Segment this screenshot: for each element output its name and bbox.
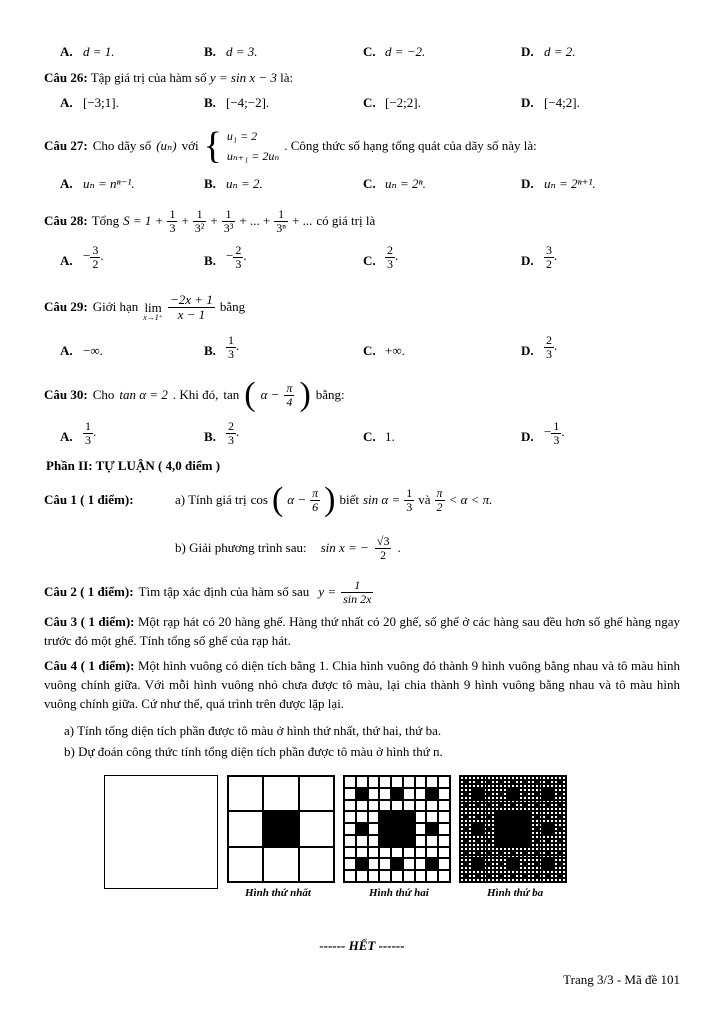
option-value: d = 1.: [83, 44, 115, 59]
brace-symbol: {: [203, 125, 222, 167]
carpet-cell: [379, 870, 391, 882]
carpet-cell: [344, 823, 356, 835]
option-label: B.: [204, 176, 216, 191]
option-value: uₙ = nⁿ⁻¹.: [83, 176, 135, 191]
math-expr: tan: [223, 387, 240, 402]
carpet-cell: [228, 776, 263, 811]
carpet-cell: [403, 823, 415, 835]
option-value: uₙ = 2.: [226, 176, 263, 191]
carpet-cell: [263, 811, 298, 846]
option-label: B.: [204, 44, 216, 59]
carpet-cell: [426, 870, 438, 882]
carpet-cell: [415, 800, 427, 812]
carpet-cell: [356, 870, 368, 882]
option-label: B.: [204, 253, 216, 268]
carpet-cell: [344, 811, 356, 823]
carpet-cell: [368, 835, 380, 847]
essay-text: và: [418, 492, 431, 507]
fraction: $\frac{1}{\text{3²}}$: [194, 206, 205, 235]
carpet-cell: [379, 776, 391, 788]
option-label: C.: [363, 429, 376, 444]
carpet-cell: [415, 776, 427, 788]
carpet-cell: [438, 823, 450, 835]
question-text: Tập giá trị của hàm số: [90, 70, 207, 85]
carpet-cell: [403, 858, 415, 870]
question-30: Câu 30: Cho tan α = 2 . Khi đó, tan ( α − $\frac{\pi}{4}$ ) bằng:: [44, 376, 345, 413]
option-label: A.: [60, 343, 73, 358]
option-value: [−3;1].: [83, 95, 119, 110]
fraction: $\frac{1}{\text{3³}}$: [223, 206, 234, 235]
essay-4: [44, 656, 680, 713]
carpet-cell: [356, 800, 368, 812]
carpet-cell: [391, 870, 403, 882]
carpet-cell: [368, 800, 380, 812]
carpet-cell: [403, 835, 415, 847]
option-value: d = 2.: [544, 44, 576, 59]
math-expr: (uₙ): [156, 138, 177, 153]
carpet-cell: [368, 847, 380, 859]
essay-1b: b) Giải phương trình sau: sin x = − $\frac{√3}{2}$ .: [175, 533, 401, 562]
question-text: với: [181, 138, 199, 153]
carpet-cell: [391, 847, 403, 859]
carpet-cell: [426, 823, 438, 835]
carpet-cell: [379, 788, 391, 800]
carpet-cell: [438, 835, 450, 847]
question-tail: là:: [280, 70, 294, 85]
question-26: [44, 70, 293, 86]
carpet-cell: [344, 847, 356, 859]
option-label: A.: [60, 44, 73, 59]
section-title: Phần II: TỰ LUẬN ( 4,0 điểm ): [46, 458, 221, 473]
figure-caption: Hình thứ ba: [487, 887, 544, 899]
carpet-cell: [426, 847, 438, 859]
option-value: $\frac{1}{3}$ .: [228, 333, 240, 361]
option-value: +∞.: [385, 343, 405, 358]
carpet-cell: [391, 776, 403, 788]
carpet-cell: [391, 788, 403, 800]
question-text: Cho dãy số: [92, 138, 152, 153]
figure-1: [227, 775, 335, 883]
essay-label: Câu 3 ( 1 điểm):: [44, 614, 135, 629]
option-label: A.: [60, 95, 73, 110]
recurrence-system: [227, 126, 279, 166]
carpet-cell: [368, 823, 380, 835]
carpet-cell: [426, 800, 438, 812]
essay-3: [44, 612, 680, 650]
figure-3: [459, 775, 567, 883]
math-expr: tan α = 2: [119, 387, 168, 402]
carpet-cell: [438, 788, 450, 800]
carpet-cell: [368, 776, 380, 788]
question-text: Tổng: [91, 213, 120, 228]
fraction: $\frac{√3}{2}$: [376, 533, 390, 562]
carpet-grid-level-2: [344, 776, 450, 882]
carpet-cell: [356, 776, 368, 788]
carpet-cell: [403, 811, 415, 823]
carpet-cell: [403, 870, 415, 882]
option-label: A.: [60, 176, 73, 191]
carpet-cell: [299, 847, 334, 882]
fraction: −2x + 1 x − 1: [170, 291, 213, 322]
question-tail: . Công thức số hạng tổng quát của dãy số này là:: [284, 138, 537, 153]
question-27: [44, 124, 537, 168]
carpet-cell: [263, 847, 298, 882]
option-value: −∞.: [83, 343, 103, 358]
carpet-cell: [391, 835, 403, 847]
option-value: $\frac{1}{3}$ .: [85, 419, 97, 447]
math-expr: α −: [287, 492, 307, 507]
option-value: uₙ = 2ⁿ⁺¹.: [544, 176, 596, 191]
carpet-cell: [344, 835, 356, 847]
carpet-cell: [356, 858, 368, 870]
carpet-grid-level-3: [460, 776, 566, 882]
carpet-cell: [438, 847, 450, 859]
fraction: $\frac{1}{\text{3ⁿ}}$: [276, 206, 287, 235]
option-label: A.: [60, 253, 73, 268]
carpet-cell: [415, 870, 427, 882]
option-label: C.: [363, 44, 376, 59]
carpet-cell: [403, 847, 415, 859]
carpet-cell: [426, 788, 438, 800]
math-expr: S = 1 +: [123, 213, 164, 228]
end-marker: ------ HẾT ------: [319, 938, 405, 953]
carpet-cell: [426, 858, 438, 870]
carpet-cell: [391, 800, 403, 812]
carpet-cell: [379, 858, 391, 870]
fraction: $\frac{\pi}{6}$: [312, 485, 319, 514]
question-label: Câu 29:: [44, 299, 88, 314]
carpet-cell: [368, 811, 380, 823]
option-label: B.: [204, 429, 216, 444]
figure-caption: Hình thứ hai: [369, 887, 429, 899]
carpet-cell: [379, 835, 391, 847]
carpet-cell: [379, 811, 391, 823]
carpet-cell: [403, 788, 415, 800]
carpet-cell: [426, 776, 438, 788]
carpet-cell: [438, 776, 450, 788]
carpet-cell: [379, 800, 391, 812]
figure-caption: Hình thứ nhất: [245, 887, 311, 899]
carpet-cell: [415, 858, 427, 870]
question-text: Giới hạn: [92, 299, 139, 314]
math-expr: + ...: [292, 213, 313, 228]
math-expr: + ... +: [239, 213, 271, 228]
math-expr: y = sin x − 3: [209, 70, 277, 85]
option-value: − $\frac{1}{3}$ .: [544, 419, 565, 447]
carpet-cell: [426, 835, 438, 847]
option-value: $\frac{2}{3}$ .: [387, 243, 399, 271]
essay-4b: b) Dự đoán công thức tính tổng diện tích phần được tô màu ở hình thứ n.: [64, 744, 443, 759]
question-text: . Khi đó,: [172, 387, 219, 402]
math-expr: y =: [318, 584, 337, 599]
option-label: D.: [521, 343, 534, 358]
carpet-cell: [356, 847, 368, 859]
carpet-cell: [299, 811, 334, 846]
math-expr: < α < π.: [448, 492, 493, 507]
option-value: 1.: [385, 429, 395, 444]
option-value: [−4;−2].: [226, 95, 270, 110]
carpet-cell: [299, 776, 334, 811]
carpet-cell: [415, 847, 427, 859]
figure-2: [343, 775, 451, 883]
carpet-cell: [228, 811, 263, 846]
essay-text: biết: [339, 492, 359, 507]
fraction: $\frac{1}{3}$: [406, 485, 413, 514]
essay-label: Câu 4 ( 1 điểm):: [44, 658, 135, 673]
carpet-cell: [344, 788, 356, 800]
essay-label: Câu 1 ( 1 điểm):: [44, 492, 134, 507]
option-label: D.: [521, 44, 534, 59]
option-label: B.: [204, 343, 216, 358]
carpet-cell: [356, 788, 368, 800]
option-label: A.: [60, 429, 73, 444]
carpet-cell: [403, 800, 415, 812]
option-value: [−4;2].: [544, 95, 580, 110]
question-label: Câu 30:: [44, 387, 88, 402]
essay-text: Một rạp hát có 20 hàng ghế. Hàng thứ nhất có 20 ghế, số ghế ở các hàng sau đều hơn số ghế hàng ngay trước đó một ghế. Tính tổng số ghế của rạp hát.: [44, 614, 681, 648]
option-label: C.: [363, 253, 376, 268]
carpet-cell: [379, 847, 391, 859]
option-label: D.: [521, 176, 534, 191]
essay-text: b) Giải phương trình sau:: [175, 540, 307, 555]
carpet-cell: [438, 870, 450, 882]
option-label: B.: [204, 95, 216, 110]
carpet-cell: [391, 811, 403, 823]
carpet-cell: [391, 823, 403, 835]
carpet-cell: [368, 858, 380, 870]
question-tail: có giá trị là: [316, 213, 376, 228]
option-value: d = −2.: [385, 44, 426, 59]
question-tail: bằng: [219, 299, 246, 314]
limit-operator: lim x→1⁺: [143, 299, 163, 322]
carpet-cell: [379, 823, 391, 835]
option-value: d = 3.: [226, 44, 258, 59]
recurrence-line: uₙ₊₁ = 2uₙ: [226, 149, 280, 163]
carpet-cell: [438, 800, 450, 812]
carpet-cell: [415, 823, 427, 835]
question-label: Câu 28:: [44, 213, 88, 228]
recurrence-line: u₁ = 2: [226, 129, 258, 143]
carpet-cell: [228, 847, 263, 882]
essay-4a: a) Tính tổng diện tích phần được tô màu ở hình thứ nhất, thứ hai, thứ ba.: [64, 723, 442, 738]
carpet-cell: [415, 788, 427, 800]
math-expr: α −: [260, 387, 280, 402]
carpet-cell: [403, 776, 415, 788]
carpet-cell: [415, 835, 427, 847]
option-value: − $\frac{2}{3}$ .: [226, 243, 247, 271]
option-label: C.: [363, 95, 376, 110]
option-value: uₙ = 2ⁿ.: [385, 176, 426, 191]
option-value: − $\frac{3}{2}$ .: [83, 243, 104, 271]
carpet-cell: [438, 811, 450, 823]
math-expr: sin x = −: [320, 540, 369, 555]
essay-text: a) Tính giá trị: [175, 492, 247, 507]
option-label: D.: [521, 429, 534, 444]
math-expr: sin α =: [362, 492, 401, 507]
carpet-cell: [368, 788, 380, 800]
fraction: $\frac{1}{\sin 2x}$: [343, 577, 372, 606]
essay-text: Tìm tập xác định của hàm số sau: [138, 584, 310, 599]
question-text: Cho: [92, 387, 115, 402]
fraction: π 2: [436, 485, 443, 514]
option-label: D.: [521, 95, 534, 110]
carpet-cell: [344, 870, 356, 882]
carpet-cell: [344, 800, 356, 812]
carpet-cell: [415, 811, 427, 823]
carpet-grid-level-1: [228, 776, 334, 882]
essay-text: Một hình vuông có diện tích bằng 1. Chia hình vuông đó thành 9 hình vuông bằng nhau và tô màu hình vuông chính giữa. Với mỗi hình vuông nhỏ chưa được tô màu, lại chia thành 9 hình vuông bằng nhau và tô màu hình vuông chính giữa. Cứ như thế, quá trình trên được lặp lại.: [44, 658, 681, 711]
essay-2: [44, 572, 373, 612]
fraction: $\frac{1}{3}$: [169, 206, 176, 235]
carpet-cell: [344, 858, 356, 870]
question-28: Câu 28: Tổng S = 1 + $\frac{1}{3}$ + $\frac{1}{\text{3²}}$ + $\frac{1}{\text{3³}}$ + ... + $\frac{1}{\text{3ⁿ}}$ + ... có giá trị là: [44, 206, 376, 235]
option-label: D.: [521, 253, 534, 268]
math-expr: cos: [250, 492, 268, 507]
option-value: $\frac{2}{3}$ .: [546, 333, 558, 361]
option-label: C.: [363, 176, 376, 191]
carpet-cell: [356, 835, 368, 847]
carpet-cell: [391, 858, 403, 870]
option-value: $\frac{3}{2}$ .: [546, 243, 558, 271]
option-value: $\frac{2}{3}$ .: [228, 419, 240, 447]
carpet-cell: [368, 870, 380, 882]
question-tail: bằng:: [315, 387, 345, 402]
question-label: Câu 26:: [44, 70, 88, 85]
carpet-cell: [344, 776, 356, 788]
carpet-cell: [562, 878, 566, 882]
carpet-cell: [356, 823, 368, 835]
carpet-cell: [426, 811, 438, 823]
page-footer: Trang 3/3 - Mã đề 101: [563, 972, 680, 987]
question-label: Câu 27:: [44, 138, 88, 153]
carpet-cell: [356, 811, 368, 823]
carpet-cell: [263, 776, 298, 811]
essay-label: Câu 2 ( 1 điểm):: [44, 584, 134, 599]
option-label: C.: [363, 343, 376, 358]
essay-1a: a) Tính giá trị cos ( α − $\frac{\pi}{6}$ ) biết sin α = $\frac{1}{3}$ và π 2 < α < π.: [175, 481, 493, 518]
option-value: [−2;2].: [385, 95, 421, 110]
carpet-cell: [438, 858, 450, 870]
figure-0: [104, 775, 218, 889]
fraction: $\frac{\pi}{4}$: [286, 380, 293, 409]
question-29: [44, 287, 245, 327]
